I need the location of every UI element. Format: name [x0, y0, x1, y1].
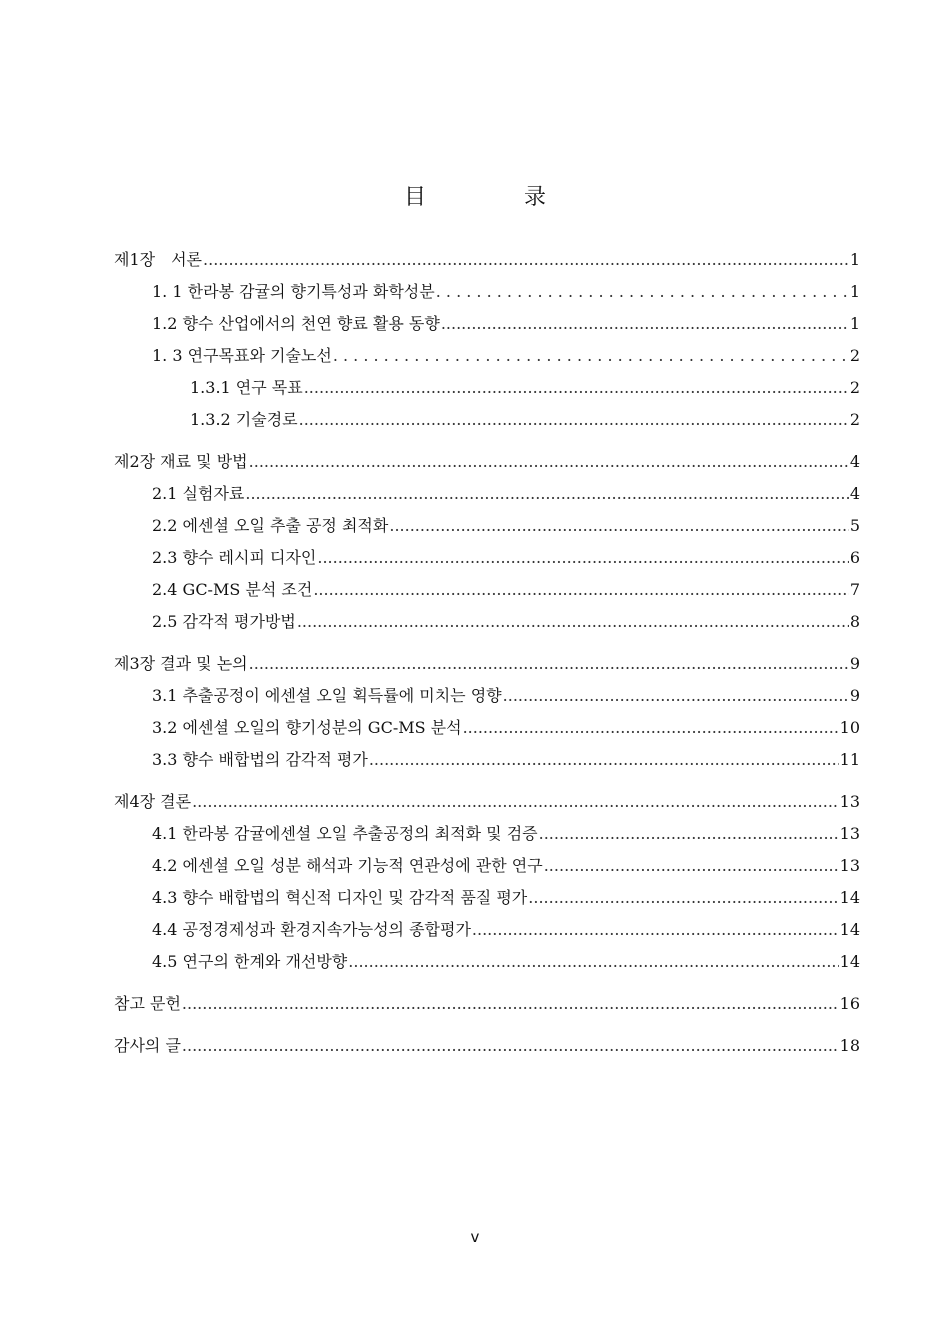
- dot-leader: [245, 478, 848, 510]
- toc-entry-page: 7: [849, 580, 860, 599]
- toc-entry-page: 13: [839, 792, 860, 811]
- toc-entry-2-1[interactable]: [114, 478, 860, 510]
- dot-leader: [203, 244, 849, 276]
- toc-entry-label: 4.2 에센셜 오일 성분 해석과 기능적 연관성에 관한 연구: [152, 856, 543, 875]
- toc-title: 目 录: [403, 185, 584, 210]
- dot-leader: [182, 1030, 839, 1062]
- toc-entry-page: 2: [849, 410, 860, 429]
- toc-entry-label: 4.1 한라봉 감귤에센셜 오일 추출공정의 최적화 및 검증: [152, 824, 538, 843]
- toc-entry-label: 1. 3 연구목표와 기술노선: [152, 346, 332, 365]
- toc-entry-page: 13: [839, 856, 860, 875]
- dot-leader: [463, 712, 839, 744]
- toc-entry-page: 13: [839, 824, 860, 843]
- toc-entry-page: 11: [839, 750, 860, 769]
- dot-leader: [299, 404, 849, 436]
- toc-entry-3-3[interactable]: [114, 744, 860, 776]
- toc-entry-label: 4.3 향수 배합법의 혁신적 디자인 및 감각적 품질 평가: [152, 888, 528, 907]
- dot-leader: [503, 680, 849, 712]
- toc-entry-page: 1: [849, 282, 860, 301]
- toc-entry-1-3-1[interactable]: [114, 372, 860, 404]
- toc-entry-2-3[interactable]: [114, 542, 860, 574]
- toc-entry-label: 1.2 향수 산업에서의 천연 향료 활용 동향: [152, 314, 440, 333]
- toc-entry-label: 2.2 에센셜 오일 추출 공정 최적화: [152, 516, 389, 535]
- toc-entry-label: 제4장 결론: [114, 792, 192, 811]
- dot-leader: [313, 574, 849, 606]
- toc-entry-page: 9: [849, 654, 860, 673]
- toc-entry-2-2[interactable]: [114, 510, 860, 542]
- toc-entry-label: 1. 1 한라봉 감귤의 향기특성과 화학성분: [152, 282, 435, 301]
- toc-entry-page: 14: [839, 952, 860, 971]
- dot-leader: [249, 446, 849, 478]
- toc-entry-chapter-3[interactable]: [114, 648, 860, 680]
- toc-entry-page: 9: [849, 686, 860, 705]
- dot-leader: [333, 340, 849, 372]
- toc-entry-chapter-1[interactable]: [114, 244, 860, 276]
- toc-entry-4-3[interactable]: [114, 882, 860, 914]
- toc-entry-label: 4.5 연구의 한계와 개선방향: [152, 952, 348, 971]
- toc-entry-page: 1: [849, 250, 860, 269]
- toc-entry-page: 2: [849, 346, 860, 365]
- dot-leader: [539, 818, 839, 850]
- toc-entry-1-3-2[interactable]: [114, 404, 860, 436]
- toc-entry-page: 2: [849, 378, 860, 397]
- dot-leader: [528, 882, 838, 914]
- toc-entry-label: 제1장 서론: [114, 250, 203, 269]
- toc-entry-label: 3.2 에센셜 오일의 향기성분의 GC-MS 분석: [152, 718, 462, 737]
- toc-entry-1-1[interactable]: [114, 276, 860, 308]
- toc-entry-4-1[interactable]: [114, 818, 860, 850]
- toc-entry-page: 5: [849, 516, 860, 535]
- dot-leader: [544, 850, 839, 882]
- dot-leader: [441, 308, 849, 340]
- dot-leader: [297, 606, 849, 638]
- dot-leader: [304, 372, 849, 404]
- toc-entry-4-2[interactable]: [114, 850, 860, 882]
- dot-leader: [369, 744, 839, 776]
- dot-leader: [348, 946, 838, 978]
- dot-leader: [249, 648, 849, 680]
- toc-entry-label: 2.3 향수 레시피 디자인: [152, 548, 317, 567]
- dot-leader: [472, 914, 839, 946]
- toc-entry-2-5[interactable]: [114, 606, 860, 638]
- dot-leader: [182, 988, 839, 1020]
- toc-entry-label: 2.4 GC-MS 분석 조건: [152, 580, 313, 599]
- toc-entry-page: 10: [839, 718, 860, 737]
- toc-entry-page: 16: [839, 994, 860, 1013]
- toc-entry-chapter-4[interactable]: [114, 786, 860, 818]
- dot-leader: [436, 276, 849, 308]
- toc-entry-label: 3.1 추출공정이 에센셜 오일 획득률에 미치는 영향: [152, 686, 502, 705]
- toc-entry-label: 2.1 실험자료: [152, 484, 245, 503]
- toc-entry-label: 참고 문헌: [114, 994, 181, 1013]
- toc-entry-acknowledgements[interactable]: [114, 1030, 860, 1062]
- toc-entry-page: 1: [849, 314, 860, 333]
- toc-entry-3-2[interactable]: [114, 712, 860, 744]
- toc-entry-page: 4: [849, 484, 860, 503]
- toc-entry-3-1[interactable]: [114, 680, 860, 712]
- toc-entry-references[interactable]: [114, 988, 860, 1020]
- toc-entry-label: 1.3.2 기술경로: [190, 410, 298, 429]
- page-number: v: [470, 1228, 480, 1246]
- dot-leader: [192, 786, 839, 818]
- toc-entry-1-2[interactable]: [114, 308, 860, 340]
- toc-entry-2-4[interactable]: [114, 574, 860, 606]
- toc-entry-label: 3.3 향수 배합법의 감각적 평가: [152, 750, 368, 769]
- table-of-contents: [114, 244, 860, 1062]
- dot-leader: [389, 510, 848, 542]
- toc-entry-1-3[interactable]: [114, 340, 860, 372]
- toc-entry-page: 4: [849, 452, 860, 471]
- toc-entry-label: 4.4 공정경제성과 환경지속가능성의 종합평가: [152, 920, 471, 939]
- toc-entry-4-4[interactable]: [114, 914, 860, 946]
- toc-entry-label: 2.5 감각적 평가방법: [152, 612, 296, 631]
- toc-entry-label: 감사의 글: [114, 1036, 181, 1055]
- toc-entry-label: 제2장 재료 및 방법: [114, 452, 248, 471]
- toc-entry-page: 18: [839, 1036, 860, 1055]
- toc-entry-chapter-2[interactable]: [114, 446, 860, 478]
- toc-entry-label: 1.3.1 연구 목표: [190, 378, 303, 397]
- toc-entry-label: 제3장 결과 및 논의: [114, 654, 248, 673]
- toc-entry-page: 6: [849, 548, 860, 567]
- toc-entry-page: 14: [839, 920, 860, 939]
- dot-leader: [317, 542, 848, 574]
- toc-entry-4-5[interactable]: [114, 946, 860, 978]
- toc-entry-page: 8: [849, 612, 860, 631]
- toc-entry-page: 14: [839, 888, 860, 907]
